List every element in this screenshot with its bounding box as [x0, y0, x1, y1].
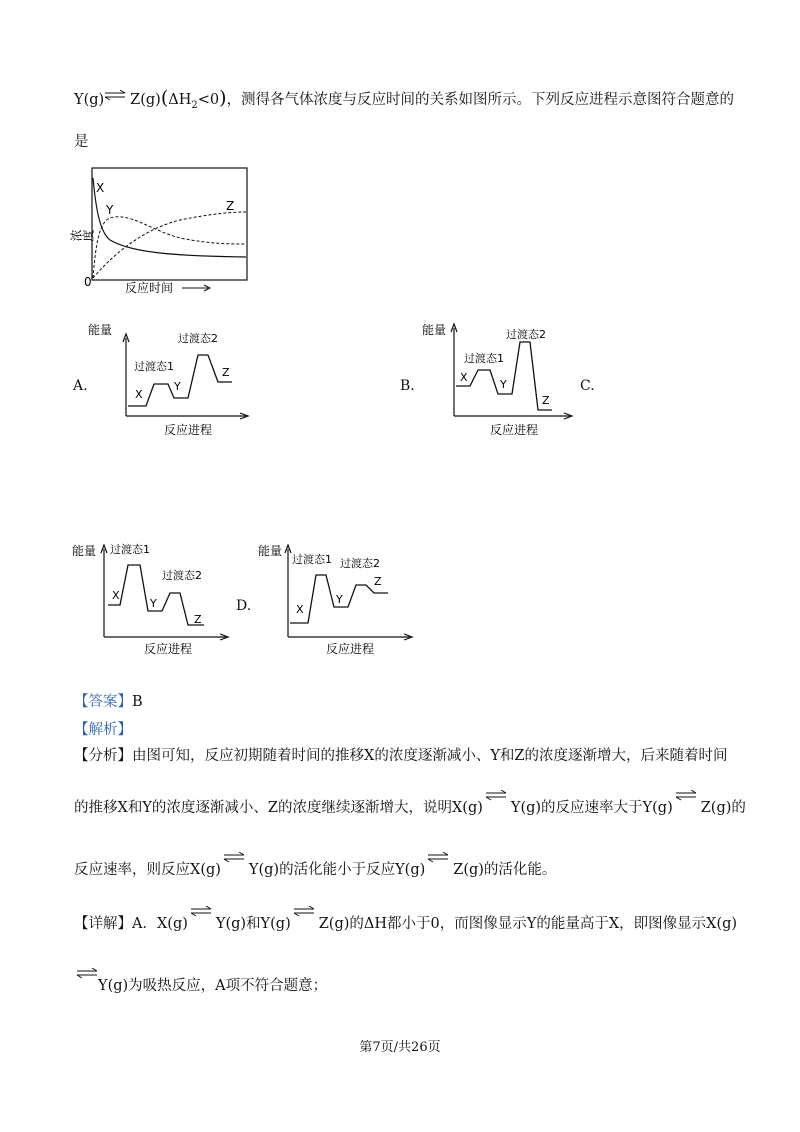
- ts1-label: 过渡态1: [134, 360, 174, 373]
- z-label: Z: [194, 613, 202, 626]
- energy-diagram-c: [70, 535, 260, 660]
- detail-line1: [74, 914, 737, 934]
- xlabel: 反应进程: [144, 642, 193, 656]
- option-a-label: A.: [73, 378, 88, 394]
- intro-text: ，测得各气体浓度与反应时间的关系如图所示。下列反应进程示意图符合题意的: [226, 92, 735, 108]
- series-x-label: X: [96, 181, 105, 195]
- series-x-line: [93, 178, 246, 257]
- series-y-label: Y: [106, 203, 114, 217]
- concentration-chart: [70, 160, 260, 300]
- answer-value: B: [132, 694, 143, 710]
- ylabel: 能量: [72, 544, 97, 558]
- option-b-label: B.: [400, 378, 415, 394]
- xlabel: 反应进程: [164, 423, 213, 437]
- y-label: Y: [174, 380, 181, 393]
- analysis-l3a: 反应速率，则反应X(g): [74, 862, 221, 878]
- answer-label: 【答案】: [74, 694, 132, 710]
- page-footer: 第7页/共26页: [359, 1040, 441, 1055]
- paren-open: (: [160, 87, 169, 109]
- analysis-line3: [74, 860, 556, 880]
- energy-diagram-a: [88, 318, 258, 443]
- chart-frame: [92, 168, 247, 280]
- analysis-l3c: Z(g)的活化能。: [453, 862, 557, 878]
- chart-ylabel: 浓度: [70, 229, 94, 243]
- ts2-label: 过渡态2: [178, 332, 218, 345]
- analysis-line2: [74, 798, 746, 818]
- series-z-line: [93, 212, 246, 278]
- ts2-label: 过渡态2: [162, 569, 202, 582]
- detail-line2: [74, 976, 327, 996]
- z-label: Z: [542, 394, 550, 407]
- ylabel: 能量: [258, 544, 283, 558]
- dh-sub: 2: [191, 99, 198, 111]
- y-label: Y: [150, 597, 157, 610]
- detail-l1b: Y(g)和Y(g): [215, 916, 291, 932]
- ts2-label: 过渡态2: [506, 328, 546, 341]
- x-label: X: [135, 388, 143, 401]
- energy-diagram-d: [254, 535, 424, 660]
- analysis-l2a: 的推移X和Y的浓度逐渐减小、Z的浓度继续逐渐增大，说明X(g): [74, 800, 483, 816]
- option-d-label: D.: [236, 598, 252, 614]
- detail-l1a: 【详解】A．X(g): [74, 916, 188, 932]
- intro-product: Z(g): [130, 92, 161, 108]
- answer-line: [74, 692, 143, 712]
- detail-l2: Y(g)为吸热反应，A项不符合题意；: [98, 978, 328, 994]
- chart-origin: 0: [84, 275, 92, 289]
- y-label: Y: [336, 593, 343, 606]
- detail-l1c: Z(g)的ΔH都小于0，而图像显示Y的能量高于X，即图像显示X(g): [318, 916, 738, 932]
- xlabel: 反应进程: [490, 423, 539, 437]
- intro-line: [74, 88, 734, 116]
- ts1-label: 过渡态1: [464, 352, 504, 365]
- energy-diagram-b: [420, 318, 590, 443]
- ts1-label: 过渡态1: [110, 543, 150, 556]
- x-label: X: [112, 589, 120, 602]
- equilibrium-arrow-icon: [425, 860, 453, 880]
- dh-rest: <0: [197, 92, 220, 108]
- equilibrium-arrow-icon: [221, 860, 249, 880]
- xlabel: 反应进程: [326, 642, 375, 656]
- equilibrium-arrow-icon: [291, 914, 319, 934]
- ts2-label: 过渡态2: [340, 557, 380, 570]
- equilibrium-arrow-icon: [673, 798, 701, 818]
- jiexi-label: 【解析】: [74, 722, 132, 738]
- chart-xlabel: 反应时间: [125, 281, 174, 295]
- equilibrium-arrow-icon: [188, 914, 216, 934]
- series-z-label: Z: [226, 199, 235, 213]
- y-label: Y: [500, 378, 507, 391]
- analysis-l2b: Y(g)的反应速率大于Y(g): [510, 800, 673, 816]
- z-label: Z: [374, 575, 382, 588]
- ylabel: 能量: [422, 323, 447, 337]
- dh-label: ΔH: [168, 92, 192, 108]
- analysis-l2c: Z(g)的: [700, 800, 746, 816]
- equilibrium-arrow-icon: [104, 88, 130, 108]
- intro-line2: 是: [74, 134, 89, 150]
- ts1-label: 过渡态1: [292, 553, 332, 566]
- series-y-line: [93, 217, 246, 278]
- equilibrium-arrow-icon: [74, 976, 98, 996]
- paren-close: ): [219, 87, 227, 109]
- equilibrium-arrow-icon: [483, 798, 511, 818]
- x-label: X: [460, 371, 468, 384]
- option-c-label: C.: [580, 378, 595, 394]
- z-label: Z: [222, 366, 230, 379]
- analysis-line1: 【分析】由图可知，反应初期随着时间的推移X的浓度逐渐减小、Y和Z的浓度逐渐增大，后来随着时间: [74, 748, 728, 764]
- analysis-l3b: Y(g)的活化能小于反应Y(g): [248, 862, 426, 878]
- ylabel: 能量: [88, 323, 113, 337]
- x-label: X: [296, 603, 304, 616]
- intro-reactant: Y(g): [74, 92, 105, 108]
